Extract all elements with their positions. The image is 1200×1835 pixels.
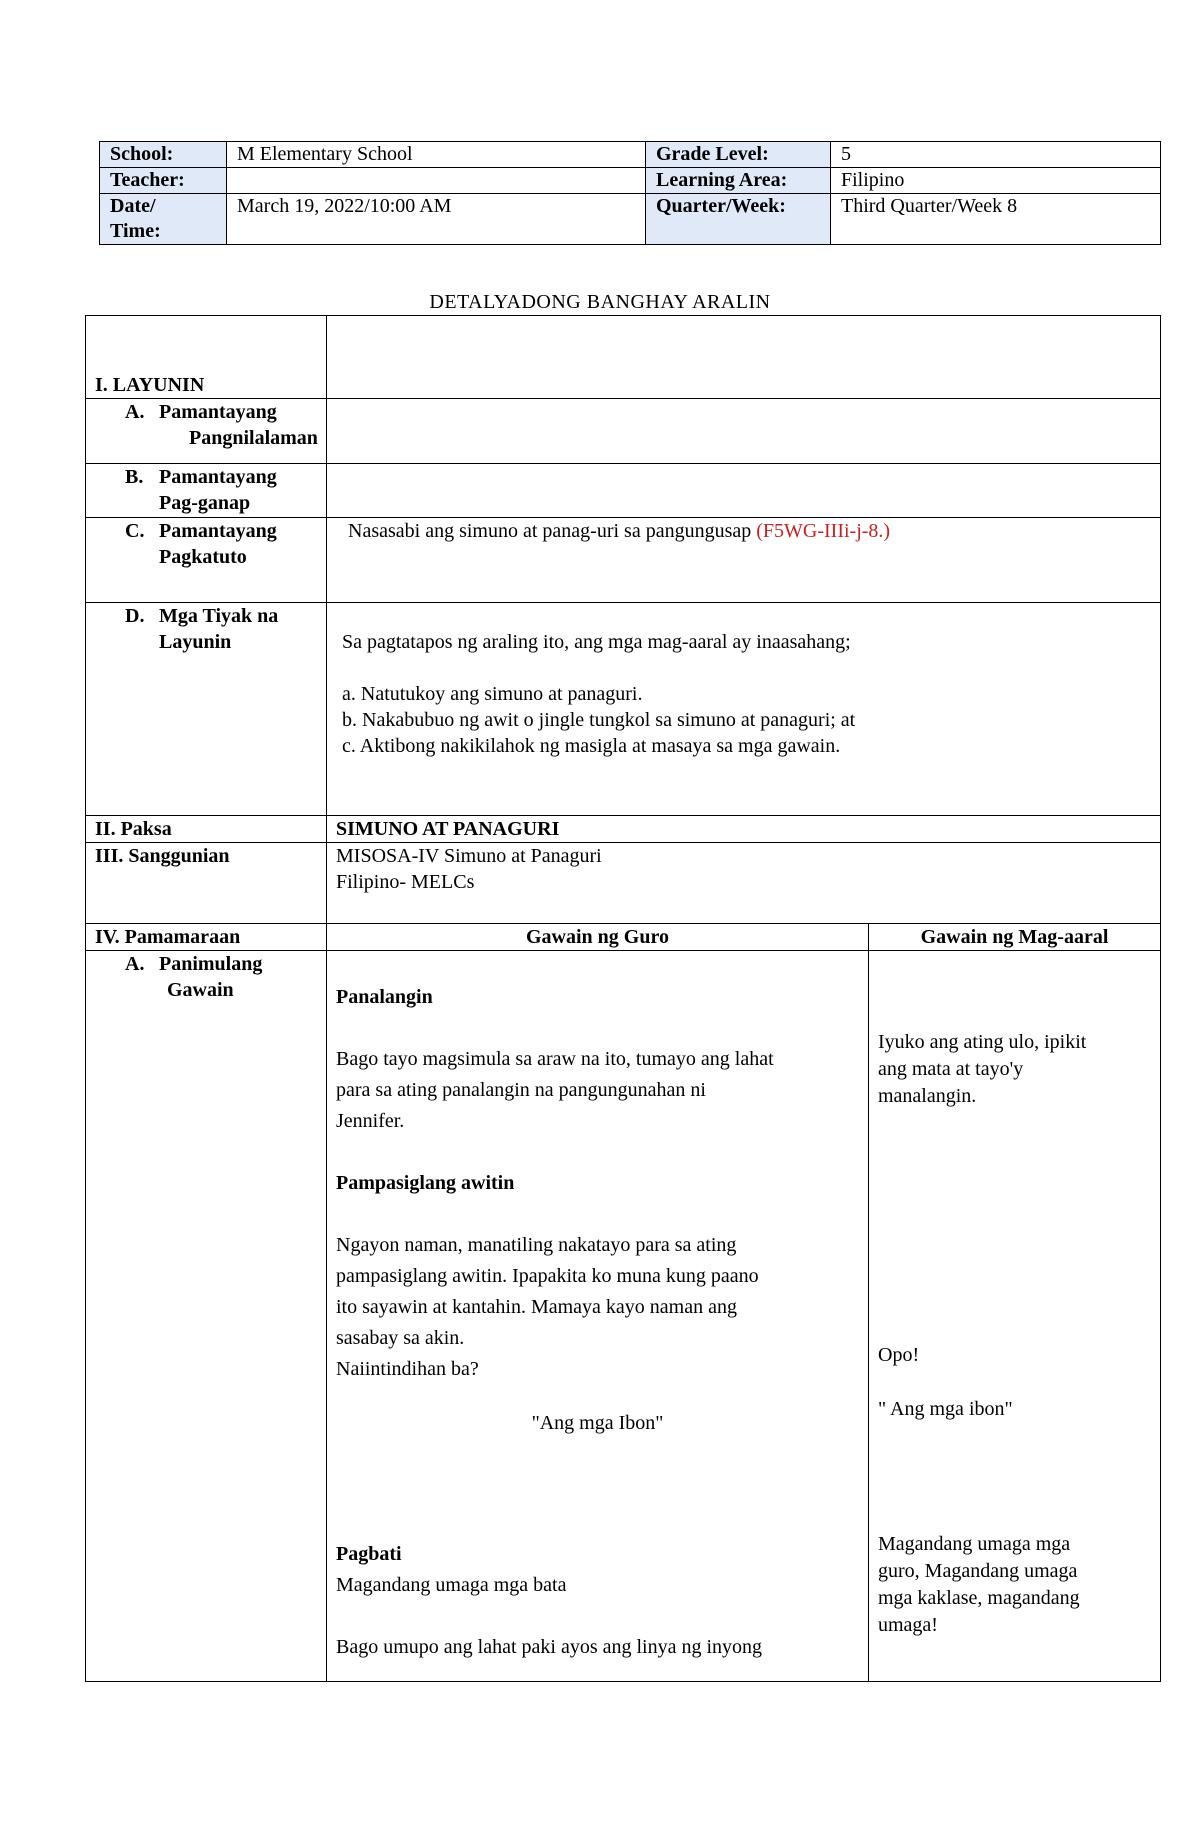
mag-aaral-activities (869, 951, 1161, 1682)
iyuko-line2: ang mata at tayo'y (878, 1058, 1024, 1080)
paksa-value: SIMUNO AT PANAGURI (327, 816, 1161, 843)
awitin-line3: ito sayawin at kantahin. Mamaya kayo naman ang (336, 1296, 737, 1318)
lesson-info-table (99, 141, 1161, 245)
school-label: School: (100, 142, 227, 168)
date-label-line1: Date/ (110, 195, 156, 217)
sanggunian-content (327, 843, 1161, 924)
panalangin-line2: para sa ating panalangin na pangungunahan ni (336, 1079, 706, 1101)
pagganap-content (327, 464, 1161, 518)
sanggunian-line1: MISOSA-IV Simuno at Panaguri (336, 845, 602, 867)
tiyak-letter: D. (125, 605, 145, 627)
tiyak-label (86, 603, 327, 816)
date-label-line2: Time: (110, 220, 161, 242)
col-header-mag-aaral: Gawain ng Mag-aaral (869, 924, 1161, 951)
panimulang-label (86, 951, 327, 1682)
awitin-line2: pampasiglang awitin. Ipapakita ko muna kung paano (336, 1265, 759, 1287)
pagganap-line2: Pag-ganap (159, 492, 251, 514)
pagganap-line1: Pamantayang (159, 466, 277, 488)
opo-response: Opo! (878, 1344, 920, 1366)
bati-line1: Magandang umaga mga (878, 1533, 1071, 1555)
pangnilalaman-label (86, 399, 327, 464)
bati-line3: mga kaklase, magandang (878, 1587, 1080, 1609)
awitin-line4: sasabay sa akin. (336, 1327, 465, 1349)
grade-label: Grade Level: (646, 142, 831, 168)
panimulang-line1: Panimulang (159, 953, 263, 975)
pangnilalaman-line1: Pamantayang (159, 401, 277, 423)
area-value: Filipino (831, 168, 1161, 194)
pagkatuto-code: (F5WG-IIIi-j-8.) (756, 520, 891, 542)
date-label (100, 194, 227, 245)
col-header-guro: Gawain ng Guro (327, 924, 869, 951)
pagbati-line2: Bago umupo ang lahat paki ayos ang linya ng inyong (336, 1636, 763, 1658)
pagkatuto-label (86, 518, 327, 603)
iyuko-line1: Iyuko ang ating ulo, ipikit (878, 1031, 1087, 1053)
panalangin-line3: Jennifer. (336, 1110, 405, 1132)
bati-line2: guro, Magandang umaga (878, 1560, 1078, 1582)
awitin-heading: Pampasiglang awitin (336, 1172, 515, 1194)
pangnilalaman-content (327, 399, 1161, 464)
tiyak-intro: Sa pagtatapos ng araling ito, ang mga mag-aaral ay inaasahang; (342, 631, 851, 653)
sanggunian-line2: Filipino- MELCs (336, 871, 475, 893)
paksa-label: II. Paksa (86, 816, 327, 843)
teacher-label: Teacher: (100, 168, 227, 194)
bati-line4: umaga! (878, 1614, 938, 1636)
pagbati-heading: Pagbati (336, 1543, 402, 1565)
pagganap-label (86, 464, 327, 518)
pamamaraan-label: IV. Pamamaraan (86, 924, 327, 951)
tiyak-item-c: c. Aktibong nakikilahok ng masigla at masaya sa mga gawain. (342, 735, 841, 757)
awitin-line1: Ngayon naman, manatiling nakatayo para sa ating (336, 1234, 737, 1256)
lesson-plan-table (85, 315, 1161, 1682)
panalangin-heading: Panalangin (336, 986, 433, 1008)
school-value: M Elementary School (227, 142, 646, 168)
pagkatuto-text: Nasasabi ang simuno at panag-uri sa pangungusap (348, 520, 752, 542)
tiyak-item-a: a. Natutukoy ang simuno at panaguri. (342, 683, 643, 705)
guro-activities (327, 951, 869, 1682)
guro-song-title: "Ang mga Ibon" (531, 1412, 664, 1434)
tiyak-item-b: b. Nakabubuo ng awit o jingle tungkol sa simuno at panaguri; at (342, 709, 856, 731)
panimulang-letter: A. (125, 953, 145, 975)
pangnilalaman-line2: Pangnilalaman (189, 427, 318, 449)
mag-song-title: " Ang mga ibon" (878, 1398, 1013, 1420)
grade-value: 5 (831, 142, 1161, 168)
pagkatuto-line2: Pagkatuto (159, 546, 247, 568)
layunin-heading: I. LAYUNIN (86, 316, 327, 399)
layunin-empty-cell (327, 316, 1161, 399)
tiyak-content (327, 603, 1161, 816)
pagganap-letter: B. (125, 466, 144, 488)
tiyak-line1: Mga Tiyak na (159, 605, 279, 627)
pangnilalaman-letter: A. (125, 401, 145, 423)
panalangin-line1: Bago tayo magsimula sa araw na ito, tumayo ang lahat (336, 1048, 774, 1070)
pagkatuto-line1: Pamantayang (159, 520, 277, 542)
iyuko-line3: manalangin. (878, 1085, 977, 1107)
pagkatuto-content (327, 518, 1161, 603)
date-value: March 19, 2022/10:00 AM (227, 194, 646, 245)
tiyak-line2: Layunin (159, 631, 232, 653)
sanggunian-label: III. Sanggunian (86, 843, 327, 924)
pagkatuto-letter: C. (125, 520, 145, 542)
quarter-label: Quarter/Week: (646, 194, 831, 245)
document-title: DETALYADONG BANGHAY ARALIN (429, 291, 771, 313)
awitin-line5: Naiintindihan ba? (336, 1358, 479, 1380)
teacher-value (227, 168, 646, 194)
panimulang-line2: Gawain (167, 979, 234, 1001)
area-label: Learning Area: (646, 168, 831, 194)
quarter-value: Third Quarter/Week 8 (831, 194, 1161, 245)
pagbati-line1: Magandang umaga mga bata (336, 1574, 567, 1596)
